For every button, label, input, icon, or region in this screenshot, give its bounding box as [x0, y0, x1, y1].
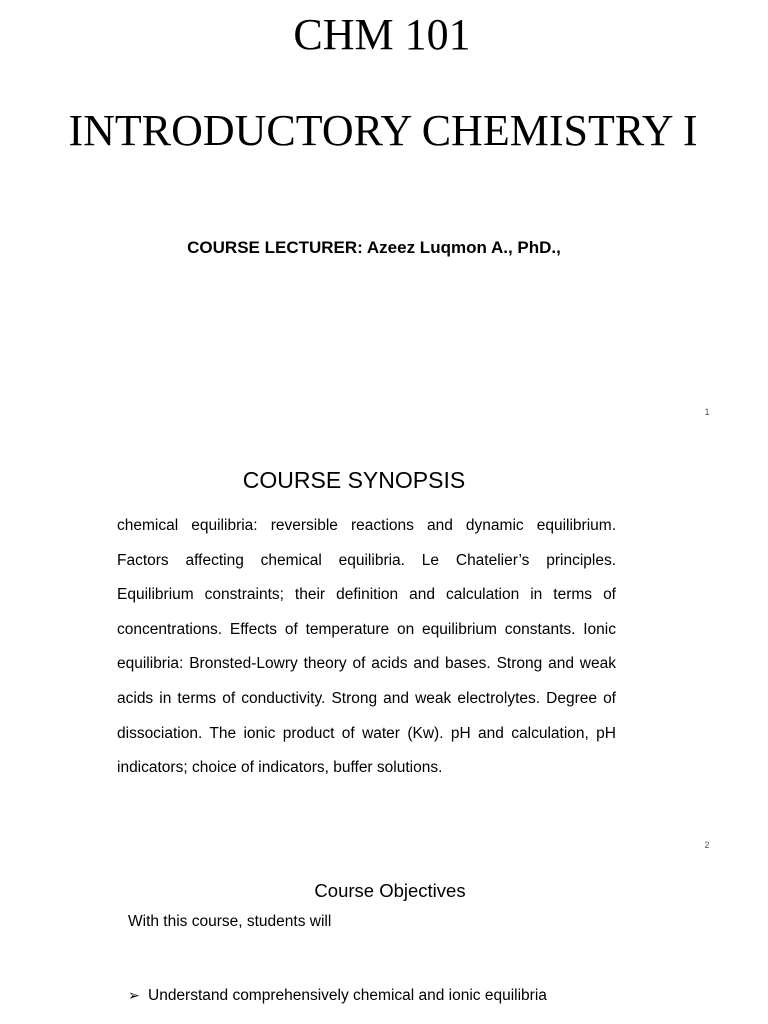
synopsis-body: chemical equilibria: reversible reactions and dynamic equilibrium. Factors affecting chemical equilibria. Le Chatelier’s principles. Equilibrium constraints; their definition and calculation in terms of concentrations. Effects of temperature on equilibrium constants. Ionic equilibria: Bronsted-Lowry theory of acids and bases. Strong and weak acids in terms of conductivity. Strong and weak electrolytes. Degree of dissociation. The ionic product of water (Kw). pH and calculation, pH indicators; choice of indicators, buffer solutions.	[117, 517, 616, 777]
page-number: 2	[704, 840, 710, 850]
arrowhead-bullet-icon: ➢	[128, 987, 140, 1003]
course-code: CHM 101	[293, 10, 471, 59]
page-number: 1	[704, 407, 710, 417]
objective-text: Understand comprehensively chemical and ionic equilibria	[148, 987, 547, 1004]
course-title: INTRODUCTORY CHEMISTRY I	[68, 106, 698, 155]
objectives-slide	[0, 863, 768, 1024]
objectives-heading: Course Objectives	[314, 880, 466, 901]
synopsis-heading: COURSE SYNOPSIS	[242, 467, 466, 493]
synopsis-slide	[0, 430, 768, 863]
course-lecturer: COURSE LECTURER: Azeez Luqmon A., PhD.,	[187, 238, 561, 257]
objectives-intro: With this course, students will	[128, 913, 332, 930]
title-slide	[0, 0, 768, 430]
objective-item	[128, 983, 547, 1008]
